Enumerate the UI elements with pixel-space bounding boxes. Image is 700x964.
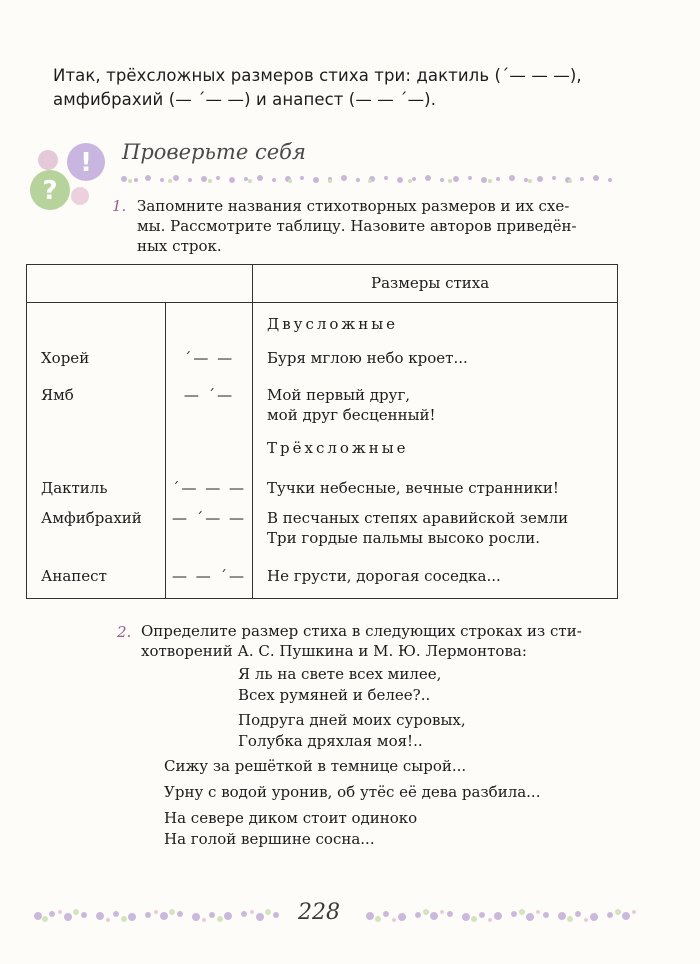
- meter-name-amfibrahiy: Амфибрахий: [41, 509, 142, 527]
- example-daktil: Тучки небесные, вечные странники!: [267, 479, 559, 497]
- poem-pushkin-3: [164, 756, 466, 777]
- task-2-text: [141, 621, 621, 661]
- poem-line: На севере диком стоит одиноко: [164, 809, 418, 827]
- poem-line: Всех румяней и белее?..: [238, 686, 431, 704]
- table-body-row: [27, 303, 618, 599]
- task-2-line: хотворений А. С. Пушкина и М. Ю. Лермонтова:: [141, 642, 527, 660]
- poem-line: Подруга дней моих суровых,: [238, 711, 466, 729]
- poem-line: На голой вершине сосна...: [164, 830, 375, 848]
- meter-name-horey: Хорей: [41, 349, 90, 367]
- poem-line: Голубка дряхлая моя!..: [238, 732, 423, 750]
- meter-name-yamb: Ямб: [41, 386, 74, 404]
- meter-name-anapest: Анапест: [41, 567, 107, 585]
- poem-line: Я ль на свете всех милее,: [238, 665, 442, 683]
- example-yamb-line: мой друг бесценный!: [267, 406, 436, 424]
- footer-dots-decoration: [30, 906, 650, 926]
- task-1-line: Запомните названия стихотворных размеров и их схе-: [137, 197, 570, 215]
- poem-line: Урну с водой уронив, об утёс её дева разбила...: [164, 783, 541, 801]
- group-three-syllable: Трёхсложные: [267, 439, 409, 457]
- meter-scheme-amfibrahiy: — ´— —: [171, 509, 247, 527]
- check-yourself-heading: Проверьте себя: [122, 140, 306, 164]
- examples-column: [253, 303, 618, 599]
- names-column: [27, 303, 166, 599]
- page-number: 228: [298, 900, 340, 925]
- meter-scheme-horey: ´— —: [183, 349, 235, 367]
- meter-scheme-anapest: — — ´—: [171, 567, 247, 585]
- meters-table: [26, 264, 618, 599]
- meter-name-daktil: Дактиль: [41, 479, 108, 497]
- intro-line-2: амфибрахий (— ´— —) и анапест (— — ´—).: [53, 90, 437, 109]
- table-header-row: [27, 265, 618, 303]
- poem-pushkin-1: [238, 664, 441, 706]
- task-1-text: [137, 196, 617, 256]
- task-2-line: Определите размер стиха в следующих строках из сти-: [141, 622, 582, 640]
- example-anapest: Не грусти, дорогая соседка...: [267, 567, 501, 585]
- example-horey: Буря мглою небо кроет...: [267, 349, 468, 367]
- schemes-column: [166, 303, 253, 599]
- task-1-line: мы. Рассмотрите таблицу. Назовите авторов приведён-: [137, 217, 577, 235]
- example-yamb-line: Мой первый друг,: [267, 386, 411, 404]
- poem-pushkin-4: [164, 782, 540, 803]
- meter-scheme-daktil: ´— — —: [171, 479, 247, 497]
- task-1-line: ных строк.: [137, 237, 222, 255]
- poem-pushkin-2: [238, 710, 466, 752]
- group-two-syllable: Двусложные: [267, 315, 399, 333]
- svg-text:!: !: [80, 148, 92, 178]
- example-amfibrahiy-line: Три гордые пальмы высоко росли.: [267, 529, 541, 547]
- table-header-label: Размеры стиха: [371, 274, 490, 292]
- poem-lermontov: [164, 808, 417, 850]
- task-2-number: 2.: [117, 623, 132, 641]
- check-yourself-icon: [26, 138, 106, 214]
- intro-paragraph: [53, 64, 653, 112]
- task-1-number: 1.: [112, 197, 127, 215]
- table-header: [253, 265, 618, 303]
- decorative-dots-divider: [118, 172, 618, 186]
- meter-scheme-yamb: — ´—: [183, 386, 235, 404]
- svg-text:?: ?: [42, 176, 58, 206]
- intro-line-1: Итак, трёхсложных размеров стиха три: дактиль (´— — —),: [53, 66, 582, 85]
- table-header-empty: [27, 265, 253, 303]
- example-amfibrahiy-line: В песчаных степях аравийской земли: [267, 509, 569, 527]
- poem-line: Сижу за решёткой в темнице сырой...: [164, 757, 467, 775]
